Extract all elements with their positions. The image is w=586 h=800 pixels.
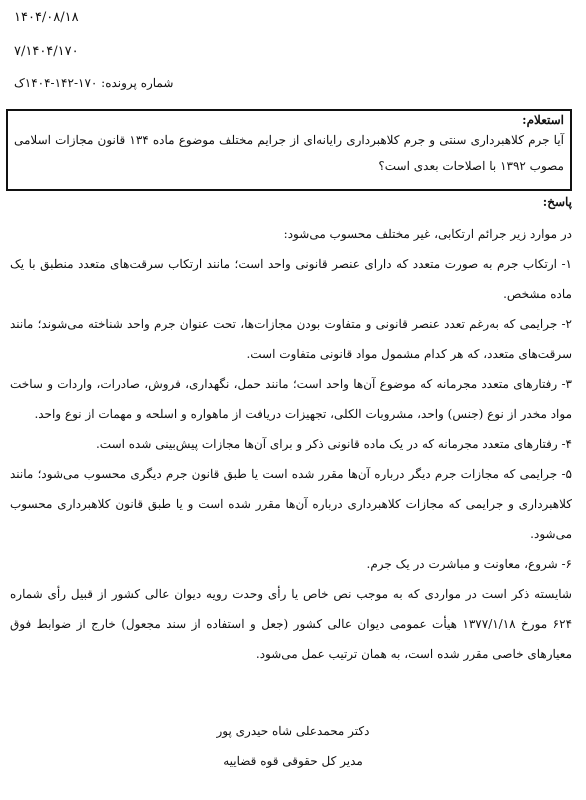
answer-item-2: ۲- جرایمی که به‌رغم تعدد عنصر قانونی و متفاوت بودن مجازات‌ها، تحت عنوان جرم واحد شناخته می‌شوند؛ مانند سرقت‌های متعدد، که هر کدام مشمول مواد قانونی متفاوت است. — [10, 317, 572, 361]
question-box — [6, 109, 572, 191]
document-date: ۱۴۰۴/۰۸/۱۸ — [14, 10, 79, 25]
answer-item-5: ۵- جرایمی که مجازات جرم دیگر درباره آن‌ها مقرر شده است یا طبق قانون جرم دیگری محسوب می‌شود؛ مانند کلاهبرداری و جرایمی که مجازات کلاهبرداری درباره آن‌ها مقرر شده است و یا طبق قانون کلاهبرداری محسوب می‌شود. — [10, 467, 572, 541]
signatory-name: دکتر محمدعلی شاه حیدری پور — [216, 724, 370, 738]
answer-intro: در موارد زیر جرائم ارتکابی، غیر مختلف محسوب می‌شود: — [283, 227, 572, 241]
answer-item-1: ۱- ارتکاب جرم به صورت متعدد که دارای عنصر قانونی واحد است؛ مانند ارتکاب سرقت‌های متعدد منطبق با یک ماده مشخص. — [10, 257, 572, 301]
file-number: شماره پرونده: ۱۷۰-۱۴۲-۱۴۰۴ک — [14, 76, 174, 90]
answer-item-6: ۶- شروع، معاونت و مباشرت در یک جرم. — [366, 557, 572, 571]
answer-closing: شایسته ذکر است در مواردی که به موجب نص خاص یا رأی وحدت رویه دیوان عالی کشور از قبیل رأی شماره ۶۲۴ مورخ ۱۳۷۷/۱/۱۸ هیأت عمومی دیوان عالی کشور (جعل و استفاده از سند مجعول) خارج از ضوابط فوق معیارهای خاصی مقرر شده است، به همان ترتیب عمل می‌شود. — [10, 587, 573, 661]
answer-item-3: ۳- رفتارهای متعدد مجرمانه که موضوع آن‌ها واحد است؛ مانند حمل، نگهداری، فروش، صادرات، واردات و ساخت مواد مخدر از نوع (جنس) واحد، مشروبات الکلی، تجهیزات دریافت از ماهواره و اسلحه و مهمات از نوع واحد. — [10, 377, 572, 421]
question-text: آیا جرم کلاهبرداری سنتی و جرم کلاهبرداری رایانه‌ای از جرایم مختلف موضوع ماده ۱۳۴ قانون مجازات اسلامی مصوب ۱۳۹۲ با اصلاحات بعدی است؟ — [14, 133, 564, 173]
answer-heading: پاسخ: — [542, 195, 572, 209]
document-number: ۷/۱۴۰۴/۱۷۰ — [14, 44, 79, 59]
answer-item-4: ۴- رفتارهای متعدد مجرمانه که در یک ماده قانونی ذکر و برای آن‌ها مجازات پیش‌بینی شده است. — [95, 437, 572, 451]
answer-section — [10, 195, 572, 669]
question-heading: استعلام: — [522, 113, 564, 127]
signatory-title: مدیر کل حقوقی قوه قضاییه — [223, 754, 363, 768]
